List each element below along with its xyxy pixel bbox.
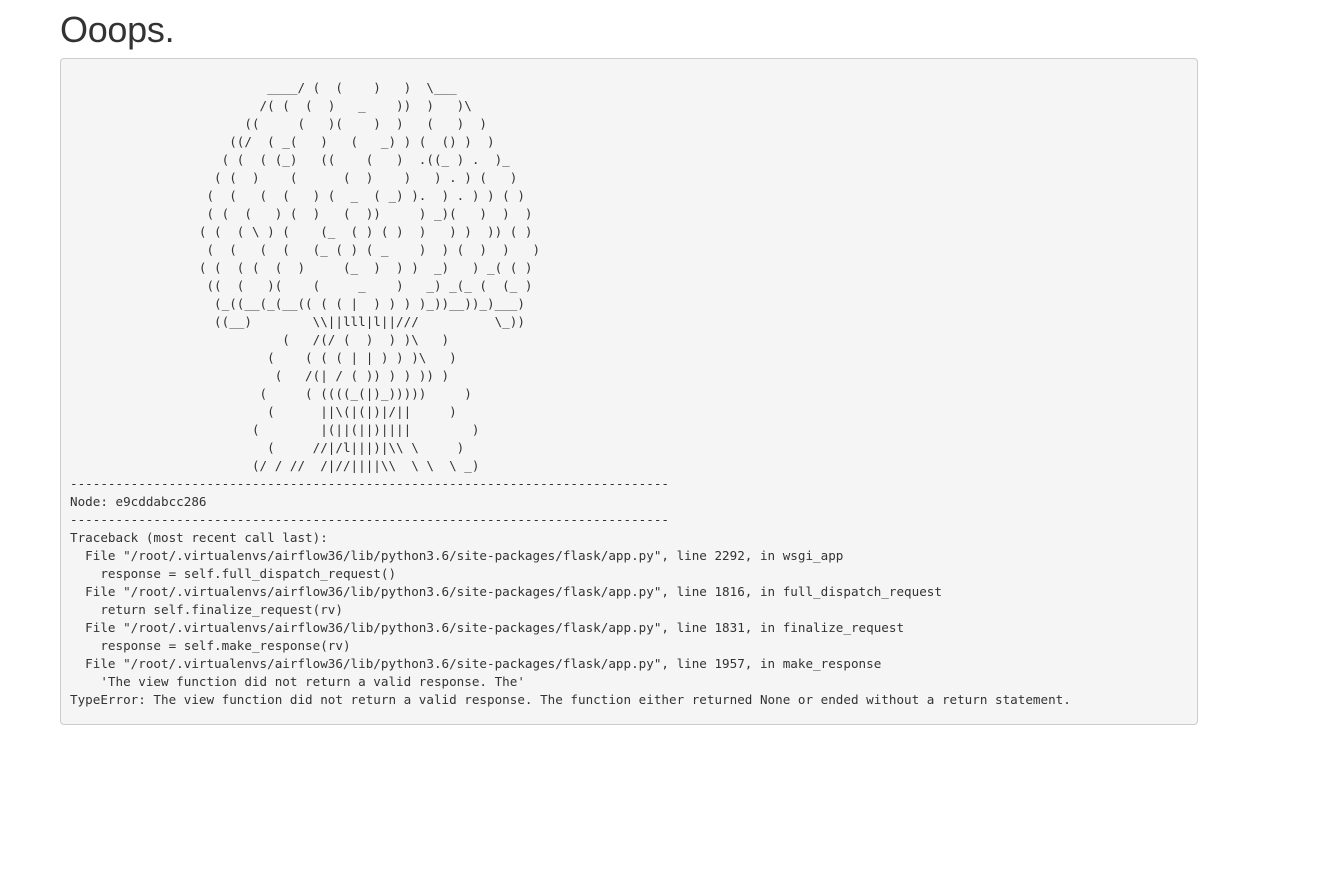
traceback-line: 'The view function did not return a valid response. The' bbox=[70, 674, 525, 689]
error-output bbox=[70, 79, 1197, 709]
ascii-art-line: (( ( )( ( _ ) _) _(_ ( (_ ) bbox=[70, 278, 533, 293]
error-panel bbox=[60, 58, 1198, 725]
ascii-art-line: ( ( ( ( ( ) (_ ) ) ) _) ) _( ( ) bbox=[70, 260, 533, 275]
ascii-art-line: ( ( ( ) ( ) ( )) ) _)( ) ) ) bbox=[70, 206, 533, 221]
traceback-line: return self.finalize_request(rv) bbox=[70, 602, 343, 617]
separator-line: ------------------------------------------------------------------------------- bbox=[70, 476, 669, 491]
ascii-art-line: ( ( ((((_(|)_))))) ) bbox=[70, 386, 472, 401]
traceback-line: Traceback (most recent call last): bbox=[70, 530, 328, 545]
page-title: Ooops. bbox=[60, 9, 175, 50]
ascii-art-line: (( ( )( ) ) ( ) ) bbox=[70, 116, 488, 131]
ascii-art-line: ( /(| / ( )) ) ) )) ) bbox=[70, 368, 450, 383]
ascii-art-line: ( ( ( \ ) ( (_ ( ) ( ) ) ) ) )) ( ) bbox=[70, 224, 533, 239]
ascii-art-line: ( |(||(||)|||| ) bbox=[70, 422, 480, 437]
ascii-art-line: ( ||\(|(|)|/|| ) bbox=[70, 404, 457, 419]
ascii-art-line: ____/ ( ( ) ) \___ bbox=[70, 80, 457, 95]
ascii-art-line: ( /(/ ( ) ) )\ ) bbox=[70, 332, 450, 347]
traceback-line: File "/root/.virtualenvs/airflow36/lib/python3.6/site-packages/flask/app.py", line 1957, in make_response bbox=[70, 656, 882, 671]
ascii-art-line: ((__) \\||lll|l||/// \_)) bbox=[70, 314, 525, 329]
ascii-art-line: ( ( ( (_) (( ( ) .((_ ) . )_ bbox=[70, 152, 510, 167]
traceback bbox=[70, 530, 1071, 707]
ascii-art-line: (_((__(_(__(( ( ( | ) ) ) )_))__))_)___) bbox=[70, 296, 525, 311]
traceback-line: response = self.full_dispatch_request() bbox=[70, 566, 397, 581]
separator-line: ------------------------------------------------------------------------------- bbox=[70, 512, 669, 527]
traceback-line: response = self.make_response(rv) bbox=[70, 638, 351, 653]
ascii-art-line: ( ( ( ( ) ( _ ( _) ). ) . ) ) ( ) bbox=[70, 188, 525, 203]
traceback-line: File "/root/.virtualenvs/airflow36/lib/python3.6/site-packages/flask/app.py", line 1831, in finalize_request bbox=[70, 620, 905, 635]
ascii-art-line: /( ( ( ) _ )) ) )\ bbox=[70, 98, 472, 113]
traceback-line: File "/root/.virtualenvs/airflow36/lib/python3.6/site-packages/flask/app.py", line 2292, in wsgi_app bbox=[70, 548, 844, 563]
ascii-art-line: ( ( ( ( | | ) ) )\ ) bbox=[70, 350, 457, 365]
ascii-art bbox=[70, 80, 540, 473]
ascii-art-line: (/ / // /|//||||\\ \ \ \ _) bbox=[70, 458, 480, 473]
traceback-line: File "/root/.virtualenvs/airflow36/lib/python3.6/site-packages/flask/app.py", line 1816, in full_dispatch_request bbox=[70, 584, 942, 599]
ascii-art-line: ( ( ) ( ( ) ) ) . ) ( ) bbox=[70, 170, 518, 185]
node-line: Node: e9cddabcc286 bbox=[70, 494, 207, 509]
ascii-art-line: ( //|/l|||)|\\ \ ) bbox=[70, 440, 465, 455]
ascii-art-line: ( ( ( ( (_ ( ) ( _ ) ) ( ) ) ) bbox=[70, 242, 541, 257]
ascii-art-line: ((/ ( _( ) ( _) ) ( () ) ) bbox=[70, 134, 495, 149]
error-message-line: TypeError: The view function did not return a valid response. The function either returned None or ended without a return statement. bbox=[70, 692, 1071, 707]
